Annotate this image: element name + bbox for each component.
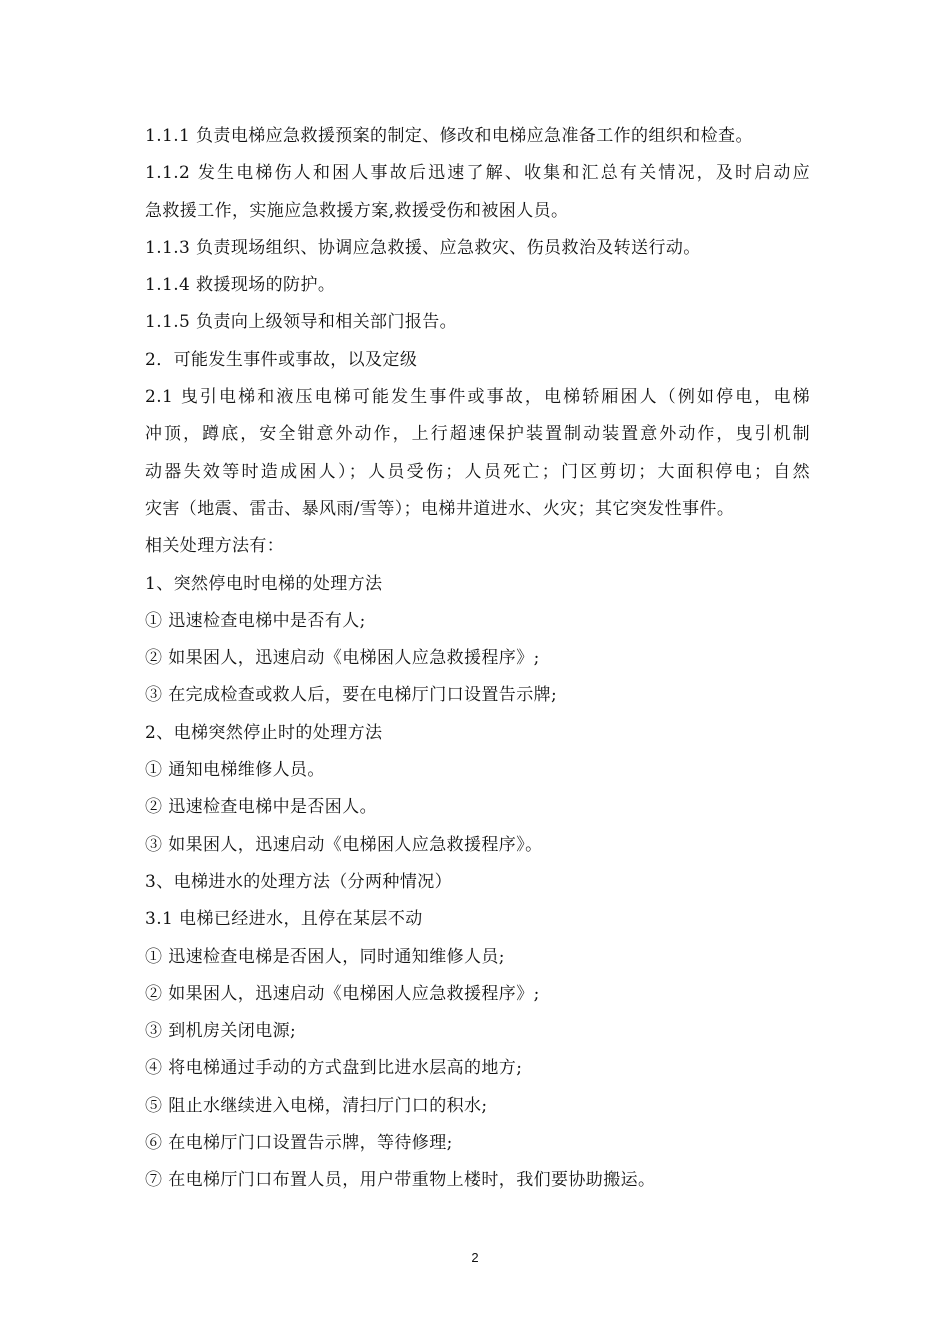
text-line: 1.1.3 负责现场组织、协调应急救援、应急救灾、伤员救治及转送行动。: [145, 237, 701, 258]
text-line: ③ 到机房关闭电源;: [145, 1021, 297, 1042]
text-line: 灾害（地震、雷击、暴风雨/雪等）；电梯井道进水、火灾；其它突发性事件。: [145, 498, 735, 519]
text-line: 2.1 曳引电梯和液压电梯可能发生事件或事故，电梯轿厢困人（例如停电，电梯: [145, 387, 810, 408]
text-line: ① 迅速检查电梯是否困人，同时通知维修人员;: [145, 946, 505, 967]
text-line: ① 迅速检查电梯中是否有人;: [145, 610, 366, 631]
text-line: 动器失效等时造成困人）；人员受伤；人员死亡；门区剪切；大面积停电；自然: [145, 461, 810, 482]
text-line: ② 如果困人，迅速启动《电梯困人应急救援程序》;: [145, 983, 540, 1004]
text-line: 1.1.4 救援现场的防护。: [145, 275, 336, 296]
text-line: ⑦ 在电梯厅门口布置人员，用户带重物上楼时，我们要协助搬运。: [145, 1170, 656, 1191]
text-line: 2、电梯突然停止时的处理方法: [145, 722, 383, 743]
text-line: ⑥ 在电梯厅门口设置告示牌，等待修理;: [145, 1133, 453, 1154]
text-line: ② 迅速检查电梯中是否困人。: [145, 797, 378, 818]
text-line: 1、突然停电时电梯的处理方法: [145, 573, 383, 594]
text-line: 1.1.5 负责向上级领导和相关部门报告。: [145, 312, 458, 333]
text-line: ⑤ 阻止水继续进入电梯，清扫厅门口的积水;: [145, 1095, 488, 1116]
text-line: 3、电梯进水的处理方法（分两种情况）: [145, 871, 453, 892]
text-line: 3.1 电梯已经进水，且停在某层不动: [145, 909, 423, 930]
text-line: 2．可能发生事件或事故，以及定级: [145, 349, 418, 370]
text-line: 1.1.1 负责电梯应急救援预案的制定、修改和电梯应急准备工作的组织和检查。: [145, 126, 753, 146]
text-line: 急救援工作，实施应急救援方案,救援受伤和被困人员。: [145, 200, 569, 221]
text-line: 相关处理方法有：: [145, 536, 285, 557]
text-line: ④ 将电梯通过手动的方式盘到比进水层高的地方;: [145, 1058, 523, 1079]
text-line: ③ 如果困人，迅速启动《电梯困人应急救援程序》。: [145, 834, 543, 855]
text-line: 1.1.2 发生电梯伤人和困人事故后迅速了解、收集和汇总有关情况，及时启动应: [145, 163, 810, 184]
page-number: 2: [471, 1250, 479, 1265]
document-body: [145, 118, 810, 1200]
text-line: ① 通知电梯维修人员。: [145, 760, 325, 781]
text-line: ③ 在完成检查或救人后，要在电梯厅门口设置告示牌;: [145, 685, 558, 706]
text-line: 冲顶，蹲底，安全钳意外动作，上行超速保护装置制动装置意外动作，曳引机制: [145, 424, 810, 445]
text-line: ② 如果困人，迅速启动《电梯困人应急救援程序》;: [145, 648, 540, 669]
